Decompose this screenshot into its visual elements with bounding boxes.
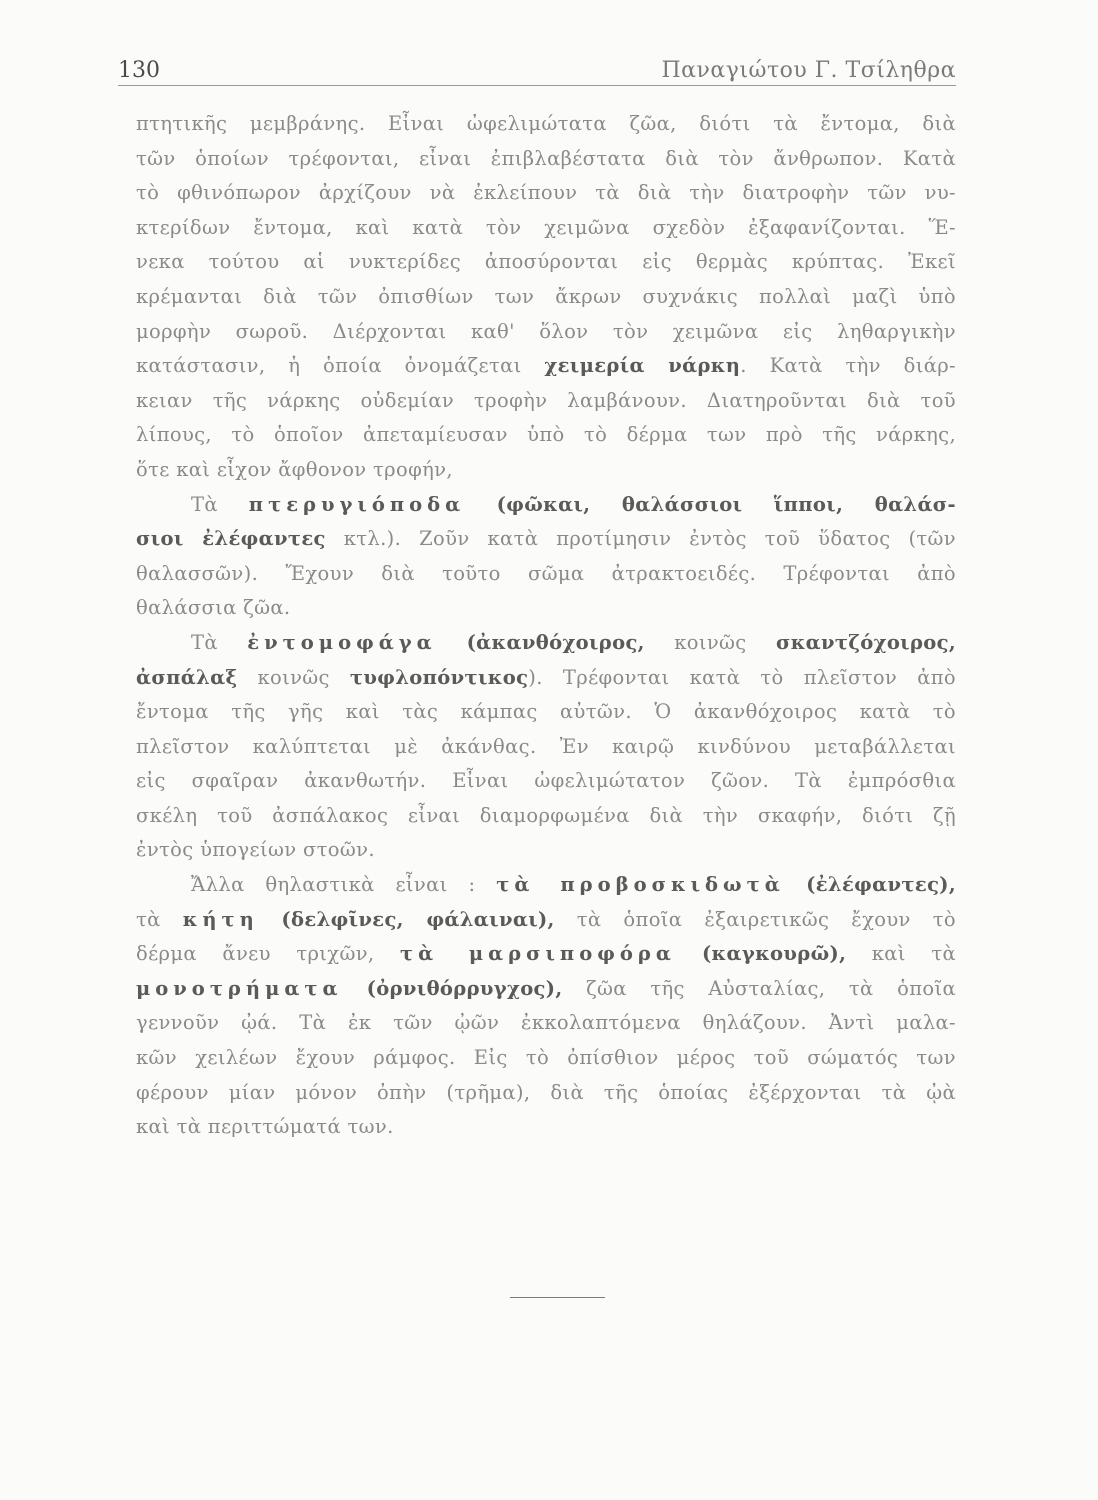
- text-line: λίπους, τὸ ὁποῖον ἀπεταμίευσαν ὑπὸ τὸ δέρμα των πρὸ τῆς νάρκης,: [136, 423, 956, 447]
- page-header: [118, 48, 956, 88]
- bold-term: σκαντζόχοιρος,: [775, 630, 956, 654]
- text-run: ζῶα τῆς Αὐσταλίας, τὰ ὁποῖα: [562, 976, 956, 1000]
- text-line: μορφὴν σωροῦ. Διέρχονται καθ' ὅλον τὸν χειμῶνα εἰς ληθαργικὴν: [136, 319, 956, 343]
- bold-term: τὰ μαρσιποφόρα: [399, 942, 676, 966]
- text-run: κοινῶς: [644, 630, 776, 654]
- text-line: [136, 626, 956, 661]
- text-line: [136, 488, 956, 523]
- bold-term: ἐντομοφάγα: [247, 630, 437, 654]
- text-run: . Κατὰ τὴν διάρ-: [740, 354, 956, 378]
- bold-term: (φῶκαι, θαλάσσιοι ἵπποι, θαλάσ-: [465, 492, 956, 516]
- bold-term: (ὀρνιθόρρυγχος),: [342, 976, 563, 1000]
- text-line: θαλάσσια ζῶα.: [136, 596, 291, 620]
- text-line: [136, 868, 956, 903]
- text-line: κρέμανται διὰ τῶν ὀπισθίων των ἄκρων συχνάκις πολλαὶ μαζὶ ὑπὸ: [136, 284, 956, 308]
- text-run: καὶ τὰ: [846, 942, 956, 966]
- text-line: κειαν τῆς νάρκης οὐδεμίαν τροφὴν λαμβάνουν. Διατηροῦνται διὰ τοῦ: [136, 388, 956, 412]
- bold-term: (ἀκανθόχοιρος,: [436, 630, 645, 654]
- text-run: δέρμα ἄνευ τριχῶν,: [136, 942, 400, 966]
- bold-term: τυφλοπόντικος: [349, 665, 529, 689]
- text-run: κοινῶς: [237, 665, 350, 689]
- text-line: γεννοῦν ᾠά. Τὰ ἐκ τῶν ᾠῶν ἐκκολαπτόμενα θηλάζουν. Ἀντὶ μαλα-: [136, 1011, 956, 1035]
- text-line: θαλασσῶν). Ἔχουν διὰ τοῦτο σῶμα ἀτρακτοειδές. Τρέφονται ἀπὸ: [136, 561, 956, 585]
- text-line: [136, 903, 956, 938]
- text-line: ὅτε καὶ εἶχον ἄφθονον τροφήν,: [136, 457, 453, 481]
- text-run: ). Τρέφονται κατὰ τὸ πλεῖστον ἀπὸ: [528, 665, 957, 689]
- text-run: τὰ: [136, 907, 183, 931]
- text-run: τὰ ὁποῖα ἐξαιρετικῶς ἔχουν τὸ: [554, 907, 956, 931]
- header-rule: [118, 85, 956, 86]
- text-run: Τὰ: [191, 492, 249, 516]
- text-line: πλεῖστον καλύπτεται μὲ ἀκάνθας. Ἐν καιρῷ κινδύνου μεταβάλλεται: [136, 734, 956, 758]
- bold-term: (δελφῖνες, φάλαιναι),: [258, 907, 555, 931]
- text-line: [136, 349, 956, 384]
- text-run: Τὰ: [191, 630, 248, 654]
- text-line: τὸ φθινόπωρον ἀρχίζουν νὰ ἐκλείπουν τὰ διὰ τὴν διατροφὴν τῶν νυ-: [136, 181, 956, 205]
- running-head: Παναγιώτου Γ. Τσίληθρα: [661, 58, 956, 83]
- text-line: [136, 522, 956, 557]
- text-line: πτητικῆς μεμβράνης. Εἶναι ὠφελιμώτατα ζῶα, διότι τὰ ἔντομα, διὰ: [136, 112, 956, 135]
- text-line: ἔντομα τῆς γῆς καὶ τὰς κάμπας αὐτῶν. Ὁ ἀκανθόχοιρος κατὰ τὸ: [136, 700, 956, 724]
- text-line: [136, 972, 956, 1007]
- text-line: κτερίδων ἔντομα, καὶ κατὰ τὸν χειμῶνα σχεδὸν ἐξαφανίζονται. Ἕ-: [136, 215, 956, 239]
- text-line: φέρουν μίαν μόνον ὀπὴν (τρῆμα), διὰ τῆς ὁποίας ἐξέρχονται τὰ ᾠὰ: [136, 1080, 956, 1104]
- bold-term: μονοτρήματα: [136, 976, 343, 1000]
- page-number: 130: [118, 58, 160, 83]
- bold-term: (καγκουρῶ),: [675, 942, 847, 966]
- end-rule: [510, 1297, 605, 1298]
- text-line: νεκα τούτου αἱ νυκτερίδες ἀποσύρονται εἰς θερμὰς κρύπτας. Ἐκεῖ: [136, 250, 956, 274]
- text-line: σκέλη τοῦ ἀσπάλακος εἶναι διαμορφωμένα διὰ τὴν σκαφήν, διότι ζῇ: [136, 803, 956, 827]
- text-run: κτλ.). Ζοῦν κατὰ προτίμησιν ἐντὸς τοῦ ὕδατος (τῶν: [325, 527, 956, 551]
- bold-term: ἀσπάλαξ: [136, 665, 238, 689]
- bold-term: σιοι ἐλέφαντες: [136, 527, 326, 551]
- bold-term: κήτη: [182, 907, 259, 931]
- text-line: [136, 937, 956, 972]
- text-line: [136, 661, 956, 696]
- text-run: Ἄλλα θηλαστικὰ εἶναι :: [191, 873, 497, 897]
- bold-term: χειμερία νάρκη: [544, 354, 741, 378]
- text-line: τῶν ὁποίων τρέφονται, εἶναι ἐπιβλαβέστατα διὰ τὸν ἄνθρωπον. Κατὰ: [136, 146, 956, 170]
- bold-term: τὰ προβοσκιδωτὰ: [496, 873, 785, 897]
- text-line: καὶ τὰ περιττώματά των.: [136, 1115, 394, 1139]
- text-line: κῶν χειλέων ἔχουν ράμφος. Εἰς τὸ ὀπίσθιον μέρος τοῦ σώματός των: [136, 1046, 956, 1070]
- bold-term: πτερυγιόποδα: [248, 492, 466, 516]
- text-body: [136, 107, 956, 1145]
- text-line: εἰς σφαῖραν ἀκανθωτήν. Εἶναι ὠφελιμώτατον ζῶον. Τὰ ἐμπρόσθια: [136, 769, 956, 793]
- text-line: ἐντὸς ὑπογείων στοῶν.: [136, 838, 375, 862]
- bold-term: (ἐλέφαντες),: [784, 873, 957, 897]
- text-run: κατάστασιν, ἡ ὁποία ὀνομάζεται: [136, 354, 545, 378]
